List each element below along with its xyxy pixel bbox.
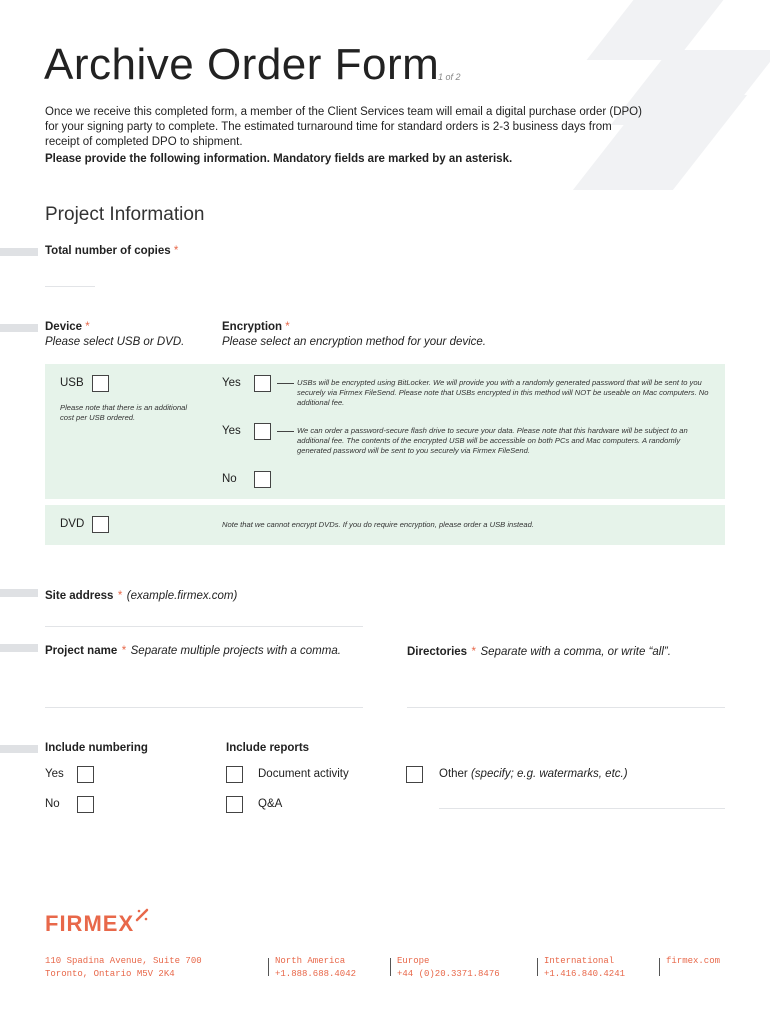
encryption-label: Encryption *: [222, 321, 290, 333]
copies-input-line[interactable]: [45, 286, 95, 287]
report-qa-label: Q&A: [258, 798, 283, 810]
footer-europe: Europe +44 (0)20.3371.8476: [397, 956, 500, 979]
numbering-no-label: No: [45, 798, 60, 810]
footer-website-link[interactable]: firmex.com: [666, 956, 721, 966]
project-name-input-line[interactable]: [45, 707, 363, 708]
field-marker: [0, 589, 38, 597]
footer-international: International +1.416.840.4241: [544, 956, 626, 979]
intro-instructions: Please provide the following information. Mandatory fields are marked by an asterisk.: [45, 153, 513, 165]
firmex-logo: FIRMEX: [45, 911, 134, 937]
page-number: 1 of 2: [438, 72, 461, 82]
field-marker: [0, 324, 38, 332]
intro-text: Once we receive this completed form, a member of the Client Services team will email a digital purchase order (DPO) for your signing party to complete. The estimated turnaround time for standard orders is 2-3 business days from receipt of completed DPO to shipment.: [45, 106, 642, 148]
report-activity-label: Document activity: [258, 768, 349, 780]
encryption-secure-drive-label: Yes: [222, 425, 241, 437]
encryption-secure-drive-checkbox[interactable]: [254, 423, 271, 440]
connector-line: [277, 431, 294, 432]
site-address-input-line[interactable]: [45, 626, 363, 627]
field-marker: [0, 644, 38, 652]
usb-checkbox[interactable]: [92, 375, 109, 392]
usb-label: USB: [60, 377, 84, 389]
report-other-checkbox[interactable]: [406, 766, 423, 783]
section-title: Project Information: [45, 204, 205, 225]
encryption-bitlocker-label: Yes: [222, 377, 241, 389]
footer-divider: [659, 958, 660, 976]
footer-divider: [390, 958, 391, 976]
field-marker: [0, 248, 38, 256]
encryption-hint: Please select an encryption method for your device.: [222, 336, 487, 348]
report-qa-checkbox[interactable]: [226, 796, 243, 813]
page-title: Archive Order Form: [44, 40, 440, 89]
dvd-note: Note that we cannot encrypt DVDs. If you do require encryption, please order a USB instead.: [222, 520, 534, 529]
encryption-none-checkbox[interactable]: [254, 471, 271, 488]
usb-cost-note: Please note that there is an additional cost per USB ordered.: [60, 403, 188, 422]
report-other-input-line[interactable]: [439, 808, 725, 809]
field-marker: [0, 745, 38, 753]
directories-input-line[interactable]: [407, 707, 725, 708]
dvd-label: DVD: [60, 518, 85, 530]
directories-label: Directories * Separate with a comma, or write “all”.: [407, 646, 671, 658]
device-hint: Please select USB or DVD.: [45, 336, 185, 348]
logo-mark-icon: [135, 908, 149, 922]
site-address-label: Site address * (example.firmex.com): [45, 590, 238, 602]
encryption-secure-drive-note: We can order a password-secure flash drive to secure your data. Please note that this hardware will be subject to an additional fee. The contents of the encrypted USB will be accessible on both PCs and Mac computers. A randomly generated password will be sent to you securely via Firmex FileSend.: [297, 426, 688, 455]
numbering-yes-label: Yes: [45, 768, 64, 780]
copies-label: Total number of copies *: [45, 245, 179, 257]
device-label: Device *: [45, 321, 90, 333]
footer-divider: [268, 958, 269, 976]
connector-line: [277, 383, 294, 384]
project-name-label: Project name * Separate multiple projects with a comma.: [45, 645, 341, 657]
encryption-none-label: No: [222, 473, 237, 485]
dvd-checkbox[interactable]: [92, 516, 109, 533]
numbering-yes-checkbox[interactable]: [77, 766, 94, 783]
report-other-label: Other (specify; e.g. watermarks, etc.): [439, 768, 628, 780]
report-activity-checkbox[interactable]: [226, 766, 243, 783]
footer-north-america: North America +1.888.688.4042: [275, 956, 357, 979]
encryption-bitlocker-note: USBs will be encrypted using BitLocker. We will provide you with a randomly generated password that will be sent to you securely via Firmex FileSend. Please note that USBs encrypted in this method will NOT be useable on Mac computers. No additional fee.: [297, 378, 709, 407]
encryption-bitlocker-checkbox[interactable]: [254, 375, 271, 392]
footer-divider: [537, 958, 538, 976]
numbering-no-checkbox[interactable]: [77, 796, 94, 813]
include-reports-label: Include reports: [226, 742, 310, 754]
include-numbering-label: Include numbering: [45, 742, 148, 754]
footer-address: 110 Spadina Avenue, Suite 700 Toronto, Ontario M5V 2K4: [45, 956, 202, 979]
